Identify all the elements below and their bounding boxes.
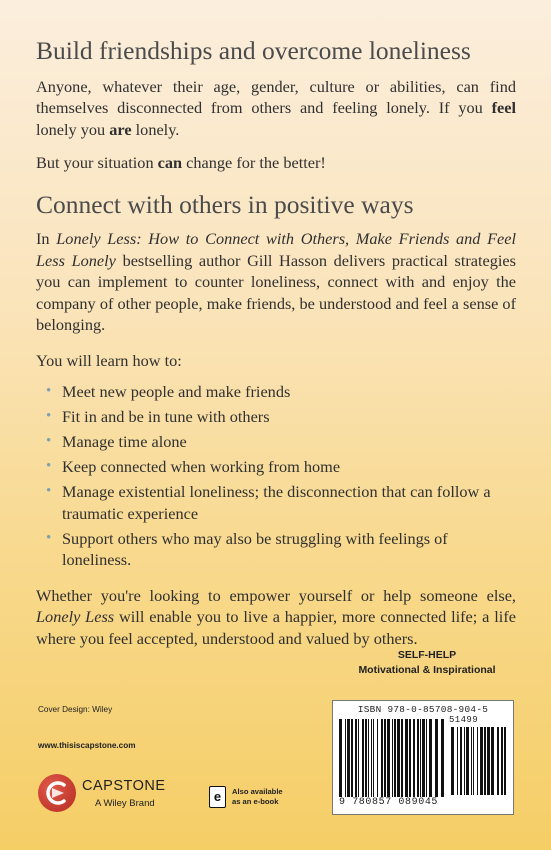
barcode-bar xyxy=(409,719,411,797)
barcode-bar xyxy=(422,719,425,797)
barcode-bars xyxy=(339,719,445,797)
barcode-bar xyxy=(451,727,454,795)
publisher-tagline: A Wiley Brand xyxy=(95,798,155,809)
bullet-icon: • xyxy=(46,458,52,475)
heading-connect-others: Connect with others in positive ways xyxy=(36,189,414,219)
barcode-bar xyxy=(381,719,383,797)
barcode-bar xyxy=(413,719,415,797)
para-closing: Whether you're looking to empower yourself or help someone else, Lonely Less will enable you to live a happier, more connected life; a life where you feel accepted, understood and valued by others. xyxy=(36,585,516,648)
barcode-bar xyxy=(345,719,346,797)
list-item: • Manage existential loneliness; the disconnection that can follow a traumatic experience xyxy=(46,482,491,523)
barcode-bar xyxy=(377,719,378,797)
barcode-bar xyxy=(471,727,472,795)
barcode-bar xyxy=(387,719,390,797)
isbn-barcode xyxy=(332,700,514,815)
bullet-list xyxy=(36,381,516,571)
barcode-bar xyxy=(420,719,421,797)
barcode-bar xyxy=(487,727,490,795)
barcode-bar xyxy=(397,719,400,797)
heading-build-friendships: Build friendships and overcome loneliness xyxy=(36,36,471,65)
barcode-bar xyxy=(464,727,465,795)
list-item: • Fit in and be in tune with others xyxy=(46,407,270,427)
barcode-bar xyxy=(392,719,393,797)
ebook-line1: Also available xyxy=(232,787,283,796)
bullet-icon: • xyxy=(46,383,52,400)
website-link[interactable]: www.thisiscapstone.com xyxy=(38,741,136,750)
barcode-bar xyxy=(358,719,359,797)
barcode-bar xyxy=(373,719,374,797)
barcode-bar xyxy=(497,727,499,795)
barcode-bar xyxy=(473,727,474,795)
barcode-bar xyxy=(417,719,419,797)
para-change: But your situation can change for the better! xyxy=(36,153,326,173)
ebook-icon: e xyxy=(209,786,226,808)
barcode-bar xyxy=(441,719,444,797)
bullet-icon: • xyxy=(46,408,52,425)
barcode-bar xyxy=(429,719,432,797)
ebook-line2: as an e-book xyxy=(232,797,279,806)
barcode-digits: 9 780857 089045 xyxy=(339,797,439,808)
barcode-bar xyxy=(466,727,469,795)
barcode-bar xyxy=(457,727,458,795)
barcode-bar xyxy=(435,719,438,797)
bullet-icon: • xyxy=(46,483,52,500)
barcode-bar xyxy=(339,719,342,797)
barcode-addon-bars xyxy=(451,727,507,795)
category-label xyxy=(352,648,502,678)
capstone-logo-icon xyxy=(38,774,76,812)
barcode-bar xyxy=(368,719,369,797)
list-item: • Keep connected when working from home xyxy=(46,457,341,477)
barcode-bar xyxy=(480,727,483,795)
barcode-bar xyxy=(401,719,403,797)
barcode-bar xyxy=(371,719,372,797)
barcode-bar xyxy=(501,727,503,795)
barcode-bar xyxy=(394,719,396,797)
para-intro: Anyone, whatever their age, gender, culture or abilities, can find themselves disconnected from others and feeling lonely. If you feel lonely you are lonely. xyxy=(36,76,516,139)
barcode-bar xyxy=(347,719,350,797)
barcode-bar xyxy=(460,727,462,795)
isbn-text: ISBN 978-0-85708-904-5 xyxy=(357,704,489,715)
category-main: SELF-HELP xyxy=(397,649,457,661)
barcode-bar xyxy=(351,719,353,797)
bullet-icon: • xyxy=(46,529,52,546)
barcode-addon-digits: 51499 xyxy=(449,715,479,725)
barcode-bar xyxy=(491,727,494,795)
learn-intro: You will learn how to: xyxy=(36,350,182,370)
para-description: In Lonely Less: How to Connect with Others, Make Friends and Feel Less Lonely bestselling author Gill Hasson delivers practical strategies you can implement to counter loneliness, connect with and enjoy the company of other people, make friends, be understood and feel a sense of belonging. xyxy=(36,229,516,335)
barcode-bar xyxy=(504,727,506,795)
cover-design-credit: Cover Design: Wiley xyxy=(38,705,113,714)
barcode-bar xyxy=(426,719,427,797)
category-sub: Motivational & Inspirational xyxy=(358,664,496,676)
back-cover-text xyxy=(36,36,516,649)
bullet-icon: • xyxy=(46,433,52,450)
barcode-bar xyxy=(362,719,364,797)
barcode-bar xyxy=(484,727,486,795)
list-item: • Manage time alone xyxy=(46,432,187,452)
barcode-bar xyxy=(365,719,367,797)
barcode-bar xyxy=(384,719,386,797)
publisher-name: CAPSTONE xyxy=(82,778,166,794)
barcode-bar xyxy=(405,719,408,797)
capstone-logo xyxy=(38,770,178,816)
list-item: • Support others who may also be struggling with feelings of loneliness. xyxy=(46,528,448,570)
barcode-bar xyxy=(477,727,478,795)
list-item: • Meet new people and make friends xyxy=(46,382,291,402)
barcode-bar xyxy=(355,719,357,797)
